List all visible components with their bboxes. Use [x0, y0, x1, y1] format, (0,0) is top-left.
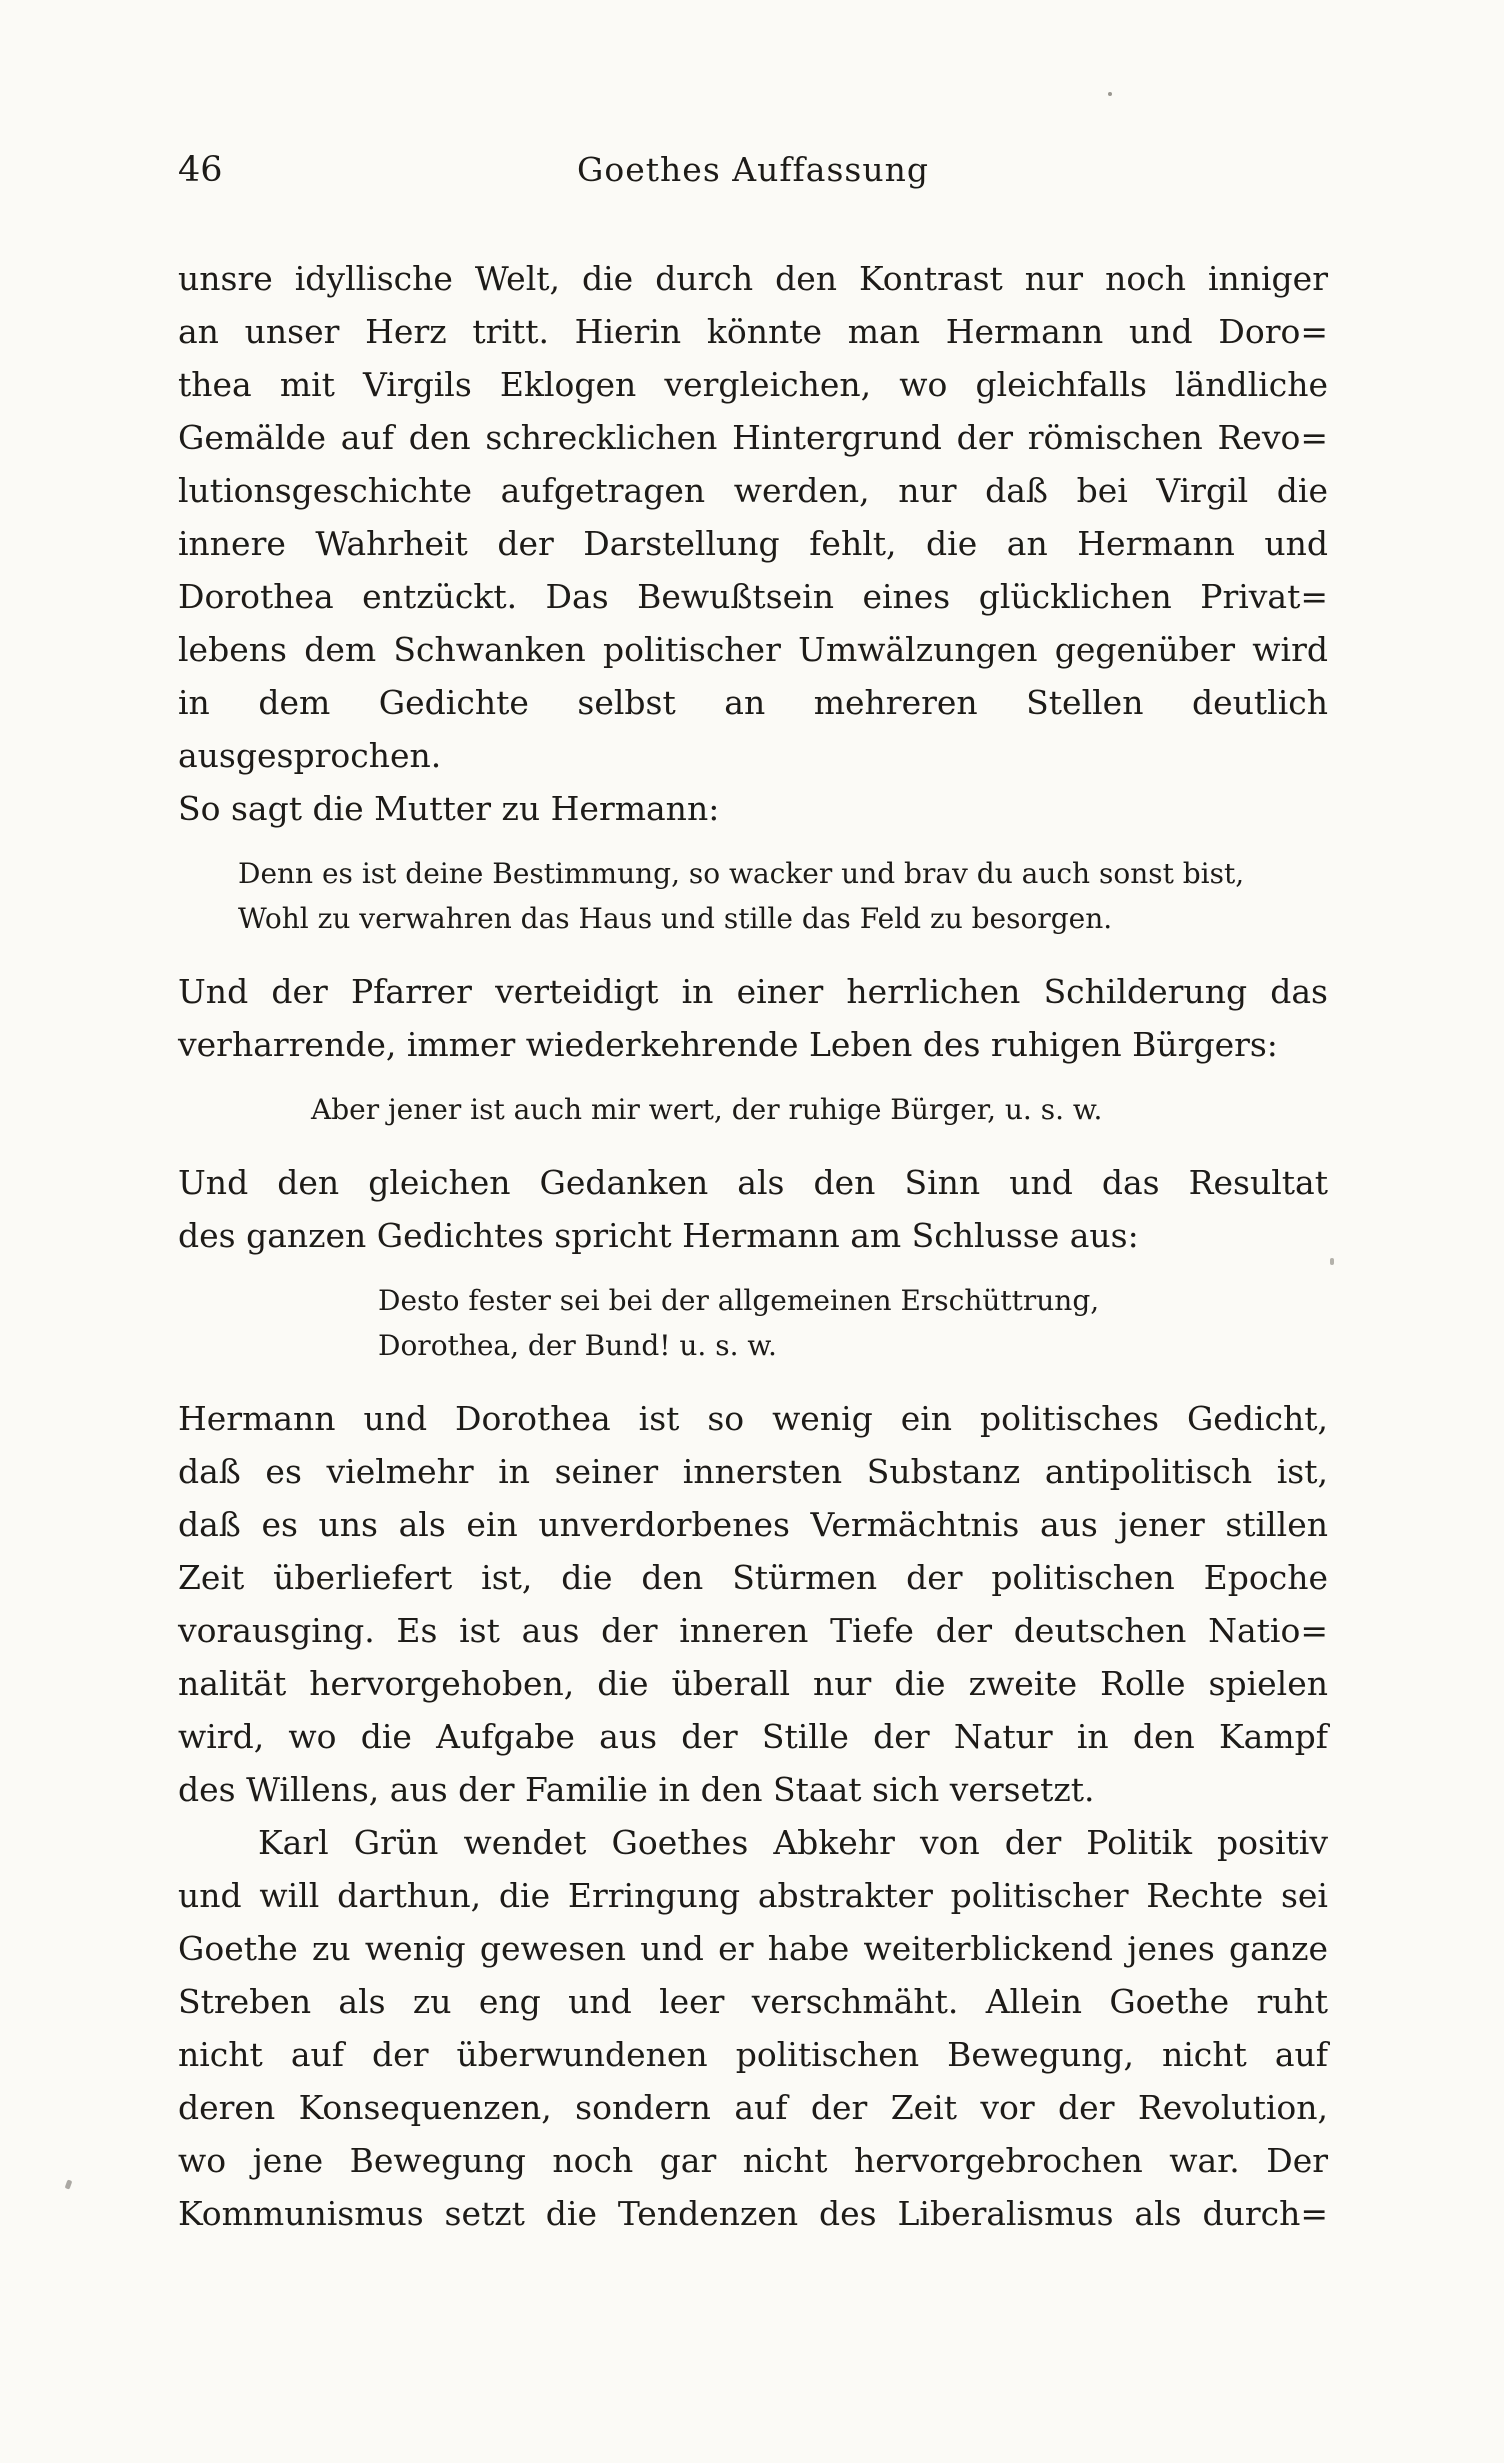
page-body [178, 252, 1328, 2240]
scan-speck [1108, 92, 1112, 96]
running-title: Goethes Auffassung [577, 150, 929, 189]
text-line: Zeit überliefert ist, die den Stürmen der politischen Epoche [178, 1558, 1328, 1597]
paragraph-block [178, 965, 1328, 1071]
text-line: Aber jener ist auch mir wert, der ruhige Bürger, u. s. w. [311, 1093, 1103, 1126]
text-line: lutionsgeschichte aufgetragen werden, nur daß bei Virgil die [178, 471, 1328, 510]
paragraph-block [178, 1816, 1328, 2240]
text-line: thea mit Virgils Eklogen vergleichen, wo gleichfalls ländliche [178, 365, 1328, 404]
text-line: Karl Grün wendet Goethes Abkehr von der Politik positiv [258, 1823, 1328, 1862]
text-line: lebens dem Schwanken politischer Umwälzungen gegenüber wird [178, 630, 1328, 669]
text-line: unsre idyllische Welt, die durch den Kontrast nur noch inniger [178, 259, 1328, 298]
text-line: Streben als zu eng und leer verschmäht. Allein Goethe ruht [178, 1982, 1328, 2021]
text-line: und will darthun, die Erringung abstrakter politischer Rechte sei [178, 1876, 1328, 1915]
text-line: nicht auf der überwundenen politischen Bewegung, nicht auf [178, 2035, 1328, 2074]
paragraph-block [178, 252, 1328, 835]
page-header [178, 150, 1328, 196]
text-line: daß es uns als ein unverdorbenes Vermächtnis aus jener stillen [178, 1505, 1328, 1544]
text-line: Dorothea, der Bund! u. s. w. [378, 1329, 777, 1362]
text-line: Und der Pfarrer verteidigt in einer herrlichen Schilderung das [178, 972, 1328, 1011]
text-line: Dorothea entzückt. Das Bewußtsein eines glücklichen Privat= [178, 577, 1328, 616]
text-line: des Willens, aus der Familie in den Staat sich versetzt. [178, 1770, 1095, 1809]
text-line: vorausging. Es ist aus der inneren Tiefe der deutschen Natio= [178, 1611, 1328, 1650]
text-line: Goethe zu wenig gewesen und er habe weiterblickend jenes ganze [178, 1929, 1328, 1968]
paragraph-block [178, 1392, 1328, 1816]
verse-block [178, 851, 1328, 941]
scan-speck [1330, 1258, 1334, 1265]
text-line: deren Konsequenzen, sondern auf der Zeit vor der Revolution, [178, 2088, 1328, 2127]
text-line: Und den gleichen Gedanken als den Sinn und das Resultat [178, 1163, 1328, 1202]
text-line: Denn es ist deine Bestimmung, so wacker und brav du auch sonst bist, [238, 857, 1245, 890]
text-line: Kommunismus setzt die Tendenzen des Liberalismus als durch= [178, 2194, 1328, 2233]
scan-speck [65, 2179, 73, 2189]
verse-block [178, 1087, 1328, 1132]
text-line: wird, wo die Aufgabe aus der Stille der Natur in den Kampf [178, 1717, 1328, 1756]
text-line: innere Wahrheit der Darstellung fehlt, die an Hermann und [178, 524, 1328, 563]
text-line: des ganzen Gedichtes spricht Hermann am Schlusse aus: [178, 1216, 1139, 1255]
text-line: nalität hervorgehoben, die überall nur die zweite Rolle spielen [178, 1664, 1328, 1703]
verse-block [178, 1278, 1328, 1368]
text-line: Desto fester sei bei der allgemeinen Erschüttrung, [378, 1284, 1100, 1317]
text-line: wo jene Bewegung noch gar nicht hervorgebrochen war. Der [178, 2141, 1328, 2180]
text-line: in dem Gedichte selbst an mehreren Stellen deutlich ausgesprochen. [178, 683, 1328, 775]
text-line: Gemälde auf den schrecklichen Hintergrund der römischen Revo= [178, 418, 1328, 457]
text-line: an unser Herz tritt. Hierin könnte man Hermann und Doro= [178, 312, 1328, 351]
paragraph-block [178, 1156, 1328, 1262]
text-line: daß es vielmehr in seiner innersten Substanz antipolitisch ist, [178, 1452, 1328, 1491]
text-line: So sagt die Mutter zu Hermann: [178, 789, 720, 828]
text-line: verharrende, immer wiederkehrende Leben des ruhigen Bürgers: [178, 1025, 1278, 1064]
page-number: 46 [178, 150, 223, 190]
text-line: Wohl zu verwahren das Haus und stille das Feld zu besorgen. [238, 902, 1113, 935]
text-line: Hermann und Dorothea ist so wenig ein politisches Gedicht, [178, 1399, 1328, 1438]
